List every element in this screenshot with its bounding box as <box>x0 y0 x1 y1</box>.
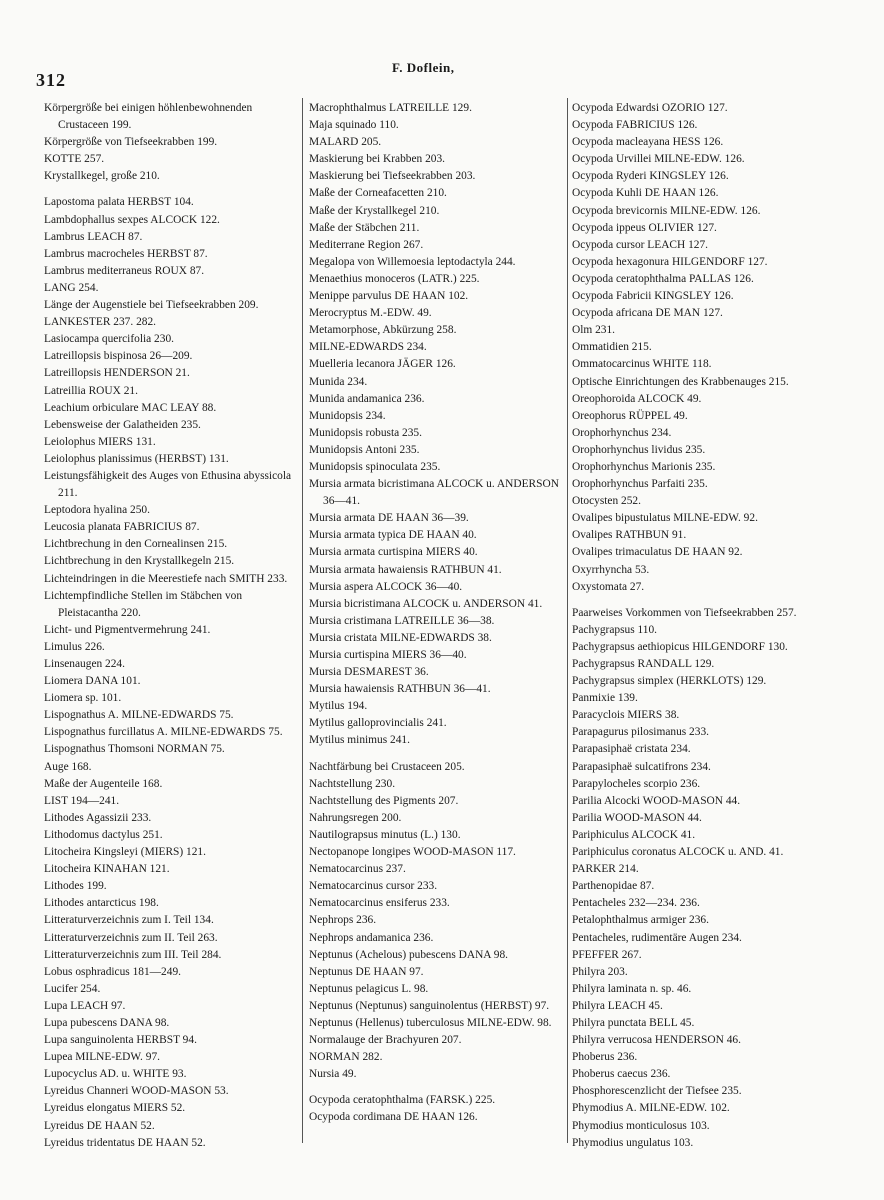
index-entry: Nectopanope longipes WOOD-MASON 117. <box>309 846 516 859</box>
index-entry: Neptunus (Achelous) pubescens DANA 98. <box>309 948 508 961</box>
index-entry: Liomera DANA 101. <box>44 675 141 688</box>
index-entry: Lupa sanguinolenta HERBST 94. <box>44 1034 197 1047</box>
index-entry: Ocypoda ippeus OLIVIER 127. <box>572 221 717 234</box>
index-entry: Auge 168. <box>44 760 92 773</box>
index-entry: Krystallkegel, große 210. <box>44 170 160 183</box>
index-entry: Maskierung bei Krabben 203. <box>309 153 446 166</box>
index-entry: Lupa pubescens DANA 98. <box>44 1016 170 1029</box>
index-entry: Phymodius monticulosus 103. <box>572 1119 710 1132</box>
index-column-right <box>572 100 844 1152</box>
index-entry: Ovalipes bipustulatus MILNE-EDW. 92. <box>572 512 758 525</box>
index-entry: Ommatidien 215. <box>572 341 652 354</box>
index-entry: Licht- und Pigmentvermehrung 241. <box>44 623 211 636</box>
index-entry: Panmixie 139. <box>572 692 638 705</box>
index-entry: Pariphiculus coronatus ALCOCK u. AND. 41. <box>572 846 784 859</box>
index-entry: Latreillopsis bispinosa 26—209. <box>44 350 193 363</box>
index-entry: Mursia armata hawaiensis RATHBUN 41. <box>309 563 502 576</box>
index-entry: Oxyrrhyncha 53. <box>572 563 650 576</box>
index-entry: PFEFFER 267. <box>572 948 642 961</box>
index-column-middle <box>309 100 567 1127</box>
index-entry: Nachtstellung 230. <box>309 777 396 790</box>
index-entry: Leptodora hyalina 250. <box>44 504 150 517</box>
index-entry: Nursia 49. <box>309 1068 357 1081</box>
index-entry: Ocypoda hexagonura HILGENDORF 127. <box>572 255 768 268</box>
index-entry: Lapostoma palata HERBST 104. <box>44 196 194 209</box>
index-entry: Orophorhynchus 234. <box>572 426 672 439</box>
index-entry: Mursia armata typica DE HAAN 40. <box>309 529 477 542</box>
index-entry: Lyreidus Channeri WOOD-MASON 53. <box>44 1085 229 1098</box>
index-entry: Maskierung bei Tiefseekrabben 203. <box>309 170 476 183</box>
index-entry: Oreophoroida ALCOCK 49. <box>572 392 702 405</box>
index-entry: Nachtstellung des Pigments 207. <box>309 794 459 807</box>
index-entry: Parilia Alcocki WOOD-MASON 44. <box>572 794 741 807</box>
index-entry: Liomera sp. 101. <box>44 692 122 705</box>
index-entry: Parilia WOOD-MASON 44. <box>572 811 702 824</box>
index-entry: Mursia hawaiensis RATHBUN 36—41. <box>309 683 491 696</box>
index-entry: Orophorhynchus lividus 235. <box>572 443 706 456</box>
index-entry: Menaethius monoceros (LATR.) 225. <box>309 272 480 285</box>
column-divider-right <box>567 98 568 1143</box>
index-entry: Ocypoda Urvillei MILNE-EDW. 126. <box>572 153 745 166</box>
index-entry: Ovalipes trimaculatus DE HAAN 92. <box>572 546 743 559</box>
index-entry: Leucosia planata FABRICIUS 87. <box>44 521 200 534</box>
index-entry: Oreophorus RÜPPEL 49. <box>572 409 688 422</box>
index-entry: Ocypoda cordimana DE HAAN 126. <box>309 1111 478 1124</box>
index-entry: Lispognathus Thomsoni NORMAN 75. <box>44 743 225 756</box>
index-entry: Mursia armata bicristimana ALCOCK u. ANDERSON 36—41. <box>309 478 559 508</box>
index-entry: Lichtempfindliche Stellen im Stäbchen von Pleistacantha 220. <box>44 589 243 619</box>
index-entry: Mursia curtispina MIERS 36—40. <box>309 649 467 661</box>
index-entry: Körpergröße von Tiefseekrabben 199. <box>44 136 218 149</box>
index-entry: Normalauge der Brachyuren 207. <box>309 1034 462 1047</box>
index-entry: MILNE-EDWARDS 234. <box>309 341 427 354</box>
index-entry: Nematocarcinus ensiferus 233. <box>309 897 450 910</box>
index-entry: Lithodes 199. <box>44 880 107 893</box>
index-entry: Nephrops 236. <box>309 914 377 927</box>
index-entry: Nautilograpsus minutus (L.) 130. <box>309 828 461 841</box>
section-gap <box>309 1083 567 1092</box>
index-entry: Pachygrapsus aethiopicus HILGENDORF 130. <box>572 640 788 653</box>
index-entry: Parapylocheles scorpio 236. <box>572 777 701 790</box>
index-entry: Ocypoda Ryderi KINGSLEY 126. <box>572 170 729 183</box>
index-entry: Merocryptus M.-EDW. 49. <box>309 307 432 320</box>
index-entry: Lyreidus tridentatus DE HAAN 52. <box>44 1136 206 1149</box>
index-entry: Philyra verrucosa HENDERSON 46. <box>572 1034 741 1047</box>
index-entry: Ovalipes RATHBUN 91. <box>572 529 687 542</box>
index-entry: Phosphorescenzlicht der Tiefsee 235. <box>572 1085 742 1098</box>
index-entry: Ommatocarcinus WHITE 118. <box>572 358 712 371</box>
index-entry: Lupea MILNE-EDW. 97. <box>44 1051 160 1064</box>
index-entry: Oxystomata 27. <box>572 580 645 593</box>
index-entry: Parapasiphaë sulcatifrons 234. <box>572 760 711 773</box>
index-entry: Lyreidus elongatus MIERS 52. <box>44 1102 186 1115</box>
index-entry: Megalopa von Willemoesia leptodactyla 244. <box>309 255 516 268</box>
index-entry: Munidopsis spinoculata 235. <box>309 460 441 473</box>
index-entry: LANG 254. <box>44 281 99 294</box>
index-entry: Lasiocampa quercifolia 230. <box>44 333 174 346</box>
index-entry: Phymodius ungulatus 103. <box>572 1136 694 1149</box>
index-entry: Phymodius A. MILNE-EDW. 102. <box>572 1102 730 1115</box>
index-entry: Philyra laminata n. sp. 46. <box>572 982 692 995</box>
index-entry: Pentacheles, rudimentäre Augen 234. <box>572 931 742 944</box>
index-entry: Paracyclois MIERS 38. <box>572 709 680 722</box>
index-entry: Latreillopsis HENDERSON 21. <box>44 367 190 380</box>
index-entry: Lupocyclus AD. u. WHITE 93. <box>44 1068 187 1081</box>
index-entry: Parapagurus pilosimanus 233. <box>572 726 709 739</box>
index-entry: Lithodomus dactylus 251. <box>44 828 163 841</box>
index-entry: Nematocarcinus 237. <box>309 863 406 876</box>
index-entry: Ocypoda Edwardsi OZORIO 127. <box>572 102 728 114</box>
index-entry: Leiolophus MIERS 131. <box>44 435 156 448</box>
index-entry: Ocypoda FABRICIUS 126. <box>572 119 698 132</box>
index-entry: Pachygrapsus simplex (HERKLOTS) 129. <box>572 675 767 688</box>
index-entry: Mytilus galloprovincialis 241. <box>309 717 447 730</box>
index-entry: Körpergröße bei einigen höhlenbewohnenden Crustaceen 199. <box>44 102 253 132</box>
index-entry: Lupa LEACH 97. <box>44 999 126 1012</box>
index-entry: Phoberus 236. <box>572 1051 638 1064</box>
index-entry: Nematocarcinus cursor 233. <box>309 880 438 893</box>
running-title: F. Doflein, <box>392 60 455 75</box>
index-entry: Lebensweise der Galatheiden 235. <box>44 418 201 431</box>
index-entry: Litteraturverzeichnis zum I. Teil 134. <box>44 914 214 927</box>
index-entry: Munida andamanica 236. <box>309 392 425 405</box>
index-entry: Mediterrane Region 267. <box>309 238 424 251</box>
index-entry: Ocypoda ceratophthalma (FARSK.) 225. <box>309 1094 496 1107</box>
index-entry: Lichtbrechung in den Cornealinsen 215. <box>44 538 228 551</box>
index-entry: LANKESTER 237. 282. <box>44 316 157 329</box>
index-entry: Optische Einrichtungen des Krabbenauges 215. <box>572 375 789 388</box>
index-entry: Munida 234. <box>309 375 368 388</box>
index-entry: Lichtbrechung in den Krystallkegeln 215. <box>44 555 235 568</box>
column-divider-left <box>302 98 303 1143</box>
index-entry: Leistungsfähigkeit des Auges von Ethusina abyssicola 211. <box>44 469 292 500</box>
index-entry: Ocypoda ceratophthalma PALLAS 126. <box>572 272 754 285</box>
index-entry: Ocypoda cursor LEACH 127. <box>572 238 709 251</box>
index-entry: Lambdophallus sexpes ALCOCK 122. <box>44 213 220 226</box>
index-entry: Lispognathus A. MILNE-EDWARDS 75. <box>44 709 234 722</box>
index-entry: PARKER 214. <box>572 863 639 876</box>
index-entry: Ocypoda Fabricii KINGSLEY 126. <box>572 290 734 303</box>
index-entry: Ocypoda Kuhli DE HAAN 126. <box>572 187 719 200</box>
index-entry: Litteraturverzeichnis zum III. Teil 284. <box>44 948 222 961</box>
index-entry: Pachygrapsus RANDALL 129. <box>572 658 715 670</box>
index-entry: Orophorhynchus Marionis 235. <box>572 460 716 473</box>
index-entry: Lambrus LEACH 87. <box>44 230 143 243</box>
index-entry: Maja squinado 110. <box>309 119 399 132</box>
index-entry: Neptunus DE HAAN 97. <box>309 965 424 978</box>
index-entry: Neptunus (Hellenus) tuberculosus MILNE-EDW. 98. <box>309 1016 552 1029</box>
index-entry: Nephrops andamanica 236. <box>309 931 434 944</box>
index-entry: Mursia aspera ALCOCK 36—40. <box>309 580 463 593</box>
index-entry: Lispognathus furcillatus A. MILNE-EDWARDS 75. <box>44 726 283 739</box>
index-entry: Maße der Corneafacetten 210. <box>309 187 447 200</box>
index-entry: Länge der Augenstiele bei Tiefseekrabben 209. <box>44 299 259 312</box>
index-entry: Parapasiphaë cristata 234. <box>572 743 691 756</box>
index-entry: Philyra punctata BELL 45. <box>572 1016 695 1029</box>
index-entry: Muelleria lecanora JÄGER 126. <box>309 358 456 371</box>
index-entry: Mursia cristimana LATREILLE 36—38. <box>309 614 495 627</box>
index-entry: Lambrus macrocheles HERBST 87. <box>44 247 208 260</box>
index-entry: Maße der Augenteile 168. <box>44 777 163 790</box>
index-entry: Metamorphose, Abkürzung 258. <box>309 324 457 337</box>
index-entry: Lambrus mediterraneus ROUX 87. <box>44 264 205 277</box>
index-entry: Ocypoda africana DE MAN 127. <box>572 307 723 320</box>
index-entry: Leachium orbiculare MAC LEAY 88. <box>44 401 217 414</box>
index-entry: Philyra 203. <box>572 965 628 978</box>
index-entry: Latreillia ROUX 21. <box>44 384 138 397</box>
index-entry: Pariphiculus ALCOCK 41. <box>572 828 696 841</box>
index-entry: KOTTE 257. <box>44 153 105 166</box>
index-entry: Pachygrapsus 110. <box>572 623 657 636</box>
index-entry: Munidopsis 234. <box>309 409 386 422</box>
index-entry: NORMAN 282. <box>309 1051 383 1064</box>
index-entry: Linsenaugen 224. <box>44 658 125 670</box>
index-entry: Mursia armata DE HAAN 36—39. <box>309 512 469 525</box>
index-entry: Paarweises Vorkommen von Tiefseekrabben 257. <box>572 606 797 619</box>
index-entry: Neptunus pelagicus L. 98. <box>309 982 429 995</box>
index-entry: Ocypoda macleayana HESS 126. <box>572 136 724 149</box>
index-entry: Maße der Stäbchen 211. <box>309 221 420 234</box>
index-entry: Olm 231. <box>572 324 616 337</box>
index-entry: Lyreidus DE HAAN 52. <box>44 1119 155 1132</box>
index-entry: Limulus 226. <box>44 640 105 653</box>
index-entry: Mursia armata curtispina MIERS 40. <box>309 546 478 559</box>
index-entry: Pentacheles 232—234. 236. <box>572 897 700 910</box>
index-entry: Munidopsis robusta 235. <box>309 426 422 439</box>
index-entry: Lichteindringen in die Meerestiefe nach SMITH 233. <box>44 572 288 585</box>
index-entry: Orophorhynchus Parfaiti 235. <box>572 478 708 491</box>
index-entry: Menippe parvulus DE HAAN 102. <box>309 290 469 303</box>
index-entry: Munidopsis Antoni 235. <box>309 443 420 456</box>
index-entry: Lithodes Agassizii 233. <box>44 811 152 824</box>
index-entry: Leiolophus planissimus (HERBST) 131. <box>44 452 229 465</box>
index-entry: Parthenopidae 87. <box>572 880 655 893</box>
index-entry: Lucifer 254. <box>44 982 101 995</box>
index-entry: Ocypoda brevicornis MILNE-EDW. 126. <box>572 204 761 217</box>
index-entry: LIST 194—241. <box>44 794 120 807</box>
index-entry: Lobus osphradicus 181—249. <box>44 965 181 978</box>
index-entry: Nahrungsregen 200. <box>309 811 402 824</box>
index-entry: Phoberus caecus 236. <box>572 1068 671 1081</box>
index-entry: Otocysten 252. <box>572 495 641 508</box>
index-entry: Mytilus 194. <box>309 700 368 713</box>
index-entry: Neptunus (Neptunus) sanguinolentus (HERBST) 97. <box>309 999 550 1012</box>
index-entry: Macrophthalmus LATREILLE 129. <box>309 102 472 114</box>
index-column-left <box>44 100 296 1152</box>
index-entry: Mursia DESMAREST 36. <box>309 666 429 679</box>
index-entry: Lithodes antarcticus 198. <box>44 897 159 910</box>
index-entry: Mursia bicristimana ALCOCK u. ANDERSON 41. <box>309 597 543 610</box>
index-entry: Maße der Krystallkegel 210. <box>309 204 440 217</box>
index-entry: Litocheira Kingsleyi (MIERS) 121. <box>44 846 206 859</box>
section-gap <box>309 750 567 759</box>
index-entry: Petalophthalmus armiger 236. <box>572 914 709 927</box>
index-entry: MALARD 205. <box>309 136 382 149</box>
page-number: 312 <box>36 70 66 90</box>
section-gap <box>44 185 296 194</box>
index-entry: Litocheira KINAHAN 121. <box>44 863 170 876</box>
index-entry: Litteraturverzeichnis zum II. Teil 263. <box>44 931 218 944</box>
index-entry: Mytilus minimus 241. <box>309 734 410 747</box>
section-gap <box>572 596 844 605</box>
index-entry: Mursia cristata MILNE-EDWARDS 38. <box>309 631 492 644</box>
index-entry: Nachtfärbung bei Crustaceen 205. <box>309 760 465 773</box>
index-entry: Philyra LEACH 45. <box>572 999 663 1012</box>
